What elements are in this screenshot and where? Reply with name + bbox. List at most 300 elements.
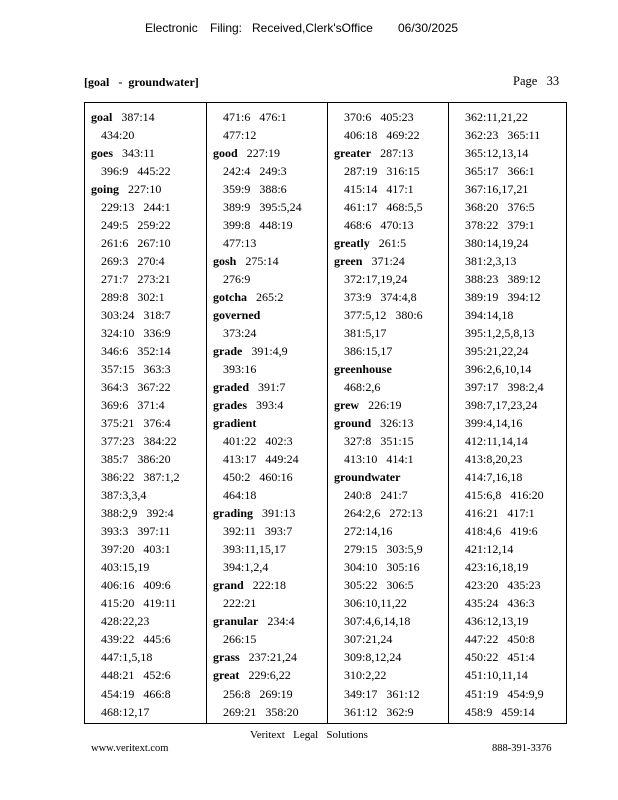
index-continuation <box>85 396 206 414</box>
index-refs: 415:6,8 416:20 <box>465 488 544 503</box>
index-continuation <box>85 306 206 324</box>
index-refs: 450:22 451:4 <box>465 650 535 665</box>
filing-label: Filing: <box>210 21 243 35</box>
index-refs: 373:24 <box>223 326 257 341</box>
index-continuation <box>449 450 567 468</box>
index-continuation <box>207 486 327 504</box>
index-refs: 416:21 417:1 <box>465 506 535 521</box>
index-refs: 357:15 363:3 <box>101 362 171 377</box>
filing-source: Electronic <box>145 21 198 35</box>
index-continuation <box>85 630 206 648</box>
index-continuation <box>328 666 448 684</box>
index-continuation <box>328 504 448 522</box>
index-refs: 396:2,6,10,14 <box>465 362 532 377</box>
index-continuation <box>85 685 206 703</box>
index-term: grass <box>213 650 240 665</box>
index-continuation <box>449 306 567 324</box>
index-refs: 266:15 <box>223 632 257 647</box>
index-refs: 362:11,21,22 <box>465 110 528 124</box>
index-entry <box>85 144 206 162</box>
index-continuation <box>207 162 327 180</box>
index-continuation <box>449 648 567 666</box>
index-refs: 397:17 398:2,4 <box>465 380 544 395</box>
index-continuation <box>328 432 448 450</box>
index-continuation <box>449 108 567 126</box>
index-entry <box>207 396 327 414</box>
index-term: green <box>334 254 363 269</box>
index-refs: 393:16 <box>223 362 257 377</box>
index-refs: 375:21 376:4 <box>101 416 171 431</box>
index-refs: 394:14,18 <box>465 308 514 323</box>
index-refs: 272:14,16 <box>344 524 393 539</box>
index-continuation <box>207 685 327 703</box>
index-continuation <box>449 468 567 486</box>
index-range: [goal - groundwater] <box>84 75 199 89</box>
index-continuation <box>328 126 448 144</box>
index-refs: 269:21 358:20 <box>223 704 299 719</box>
index-refs: 365:12,13,14 <box>465 146 529 161</box>
index-refs: 447:22 450:8 <box>465 632 535 647</box>
index-term: good <box>213 146 238 161</box>
index-refs: 396:9 445:22 <box>101 164 171 179</box>
index-continuation <box>85 252 206 270</box>
index-refs: 287:19 316:15 <box>344 164 420 179</box>
index-refs: 327:8 351:15 <box>344 434 414 449</box>
index-refs: 249:5 259:22 <box>101 218 171 233</box>
page-number: Page 33 <box>513 74 560 88</box>
index-continuation <box>207 126 327 144</box>
index-refs: 229:13 244:1 <box>101 200 171 215</box>
word-index-table <box>84 102 567 724</box>
index-column-3 <box>327 103 448 723</box>
index-refs: 377:23 384:22 <box>101 434 177 449</box>
index-term: greater <box>334 146 372 161</box>
index-term: gotcha <box>213 290 247 305</box>
index-refs: 451:10,11,14 <box>465 668 528 683</box>
index-continuation <box>85 126 206 144</box>
index-refs: 276:9 <box>223 272 251 287</box>
index-entry <box>207 252 327 270</box>
index-term: governed <box>213 308 261 323</box>
index-continuation <box>85 450 206 468</box>
index-refs: 287:13 <box>380 146 414 161</box>
index-continuation <box>85 198 206 216</box>
index-refs: 421:12,14 <box>465 542 514 557</box>
index-refs: 226:19 <box>368 398 402 413</box>
index-continuation <box>85 648 206 666</box>
index-refs: 261:6 267:10 <box>101 236 171 251</box>
index-continuation <box>449 342 567 360</box>
index-continuation <box>449 414 567 432</box>
index-continuation <box>328 522 448 540</box>
index-refs: 240:8 241:7 <box>344 488 408 503</box>
index-refs: 381:5,17 <box>344 326 387 341</box>
index-continuation <box>449 216 567 234</box>
index-refs: 434:20 <box>101 128 135 143</box>
index-refs: 393:4 <box>256 398 284 413</box>
index-refs: 399:8 448:19 <box>223 218 293 233</box>
index-refs: 362:23 365:11 <box>465 128 541 143</box>
index-refs: 386:22 387:1,2 <box>101 470 180 485</box>
index-continuation <box>207 468 327 486</box>
index-entry <box>328 360 448 378</box>
index-refs: 471:6 476:1 <box>223 110 287 124</box>
index-refs: 324:10 336:9 <box>101 326 171 341</box>
index-continuation <box>85 324 206 342</box>
index-entry <box>207 648 327 666</box>
index-continuation <box>328 162 448 180</box>
index-continuation <box>85 504 206 522</box>
index-entry <box>207 576 327 594</box>
index-refs: 378:22 379:1 <box>465 218 535 233</box>
index-refs: 227:19 <box>246 146 281 161</box>
index-continuation <box>449 685 567 703</box>
index-refs: 367:16,17,21 <box>465 182 529 197</box>
index-continuation <box>207 180 327 198</box>
index-refs: 346:6 352:14 <box>101 344 171 359</box>
index-refs: 454:19 466:8 <box>101 686 171 701</box>
index-refs: 436:12,13,19 <box>465 614 529 629</box>
index-refs: 414:7,16,18 <box>465 470 523 485</box>
index-continuation <box>85 540 206 558</box>
index-continuation <box>85 360 206 378</box>
index-refs: 369:6 371:4 <box>101 398 165 413</box>
index-continuation <box>449 396 567 414</box>
index-entry <box>328 234 448 252</box>
index-continuation <box>328 648 448 666</box>
index-term: greenhouse <box>334 362 392 377</box>
index-continuation <box>328 270 448 288</box>
index-entry <box>328 252 448 270</box>
index-refs: 423:20 435:23 <box>465 578 541 593</box>
filing-received: Received,Clerk'sOffice <box>252 21 373 35</box>
index-refs: 387:3,3,4 <box>101 488 147 503</box>
index-term: goal <box>91 110 113 124</box>
index-refs: 397:20 403:1 <box>101 542 171 557</box>
index-entry <box>85 108 206 126</box>
index-continuation <box>85 468 206 486</box>
index-refs: 307:21,24 <box>344 632 393 647</box>
index-continuation <box>207 270 327 288</box>
index-continuation <box>449 432 567 450</box>
index-continuation <box>85 612 206 630</box>
index-term: great <box>213 668 240 683</box>
index-continuation <box>328 594 448 612</box>
index-refs: 461:17 468:5,5 <box>344 200 423 215</box>
index-refs: 264:2,6 272:13 <box>344 506 423 521</box>
index-continuation <box>207 450 327 468</box>
index-refs: 368:20 376:5 <box>465 200 535 215</box>
index-continuation <box>207 216 327 234</box>
index-refs: 399:4,14,16 <box>465 416 523 431</box>
index-column-2 <box>206 103 327 723</box>
index-term: grades <box>213 398 247 413</box>
index-refs: 415:20 419:11 <box>101 596 177 611</box>
index-refs: 447:1,5,18 <box>101 650 153 665</box>
index-refs: 389:19 394:12 <box>465 290 541 305</box>
index-continuation <box>85 594 206 612</box>
index-continuation <box>207 630 327 648</box>
index-refs: 275:14 <box>245 254 279 269</box>
index-continuation <box>449 234 567 252</box>
index-refs: 380:14,19,24 <box>465 236 529 251</box>
index-continuation <box>449 540 567 558</box>
index-refs: 381:2,3,13 <box>465 254 517 269</box>
index-refs: 269:3 270:4 <box>101 254 165 269</box>
index-refs: 392:11 393:7 <box>223 524 293 539</box>
index-continuation <box>85 576 206 594</box>
index-refs: 361:12 362:9 <box>344 704 414 719</box>
index-refs: 413:8,20,23 <box>465 452 523 467</box>
index-refs: 372:17,19,24 <box>344 272 408 287</box>
index-entry <box>328 396 448 414</box>
index-continuation <box>449 288 567 306</box>
index-refs: 406:18 469:22 <box>344 128 420 143</box>
index-entry <box>328 144 448 162</box>
index-continuation <box>449 126 567 144</box>
index-term: graded <box>213 380 249 395</box>
index-continuation <box>449 378 567 396</box>
index-refs: 391:7 <box>258 380 286 395</box>
index-refs: 403:15,19 <box>101 560 150 575</box>
index-continuation <box>328 540 448 558</box>
index-continuation <box>449 486 567 504</box>
index-continuation <box>449 270 567 288</box>
index-term: grand <box>213 578 244 593</box>
index-refs: 451:19 454:9,9 <box>465 686 544 701</box>
index-continuation <box>85 288 206 306</box>
index-term: grade <box>213 344 243 359</box>
index-refs: 394:1,2,4 <box>223 560 269 575</box>
index-continuation <box>328 324 448 342</box>
index-refs: 448:21 452:6 <box>101 668 171 683</box>
index-refs: 413:17 449:24 <box>223 452 299 467</box>
index-refs: 415:14 417:1 <box>344 182 414 197</box>
index-continuation <box>449 703 567 721</box>
index-continuation <box>328 685 448 703</box>
index-refs: 388:2,9 392:4 <box>101 506 174 521</box>
index-refs: 227:10 <box>128 182 162 197</box>
index-entry <box>328 468 448 486</box>
index-refs: 305:22 306:5 <box>344 578 414 593</box>
index-entry <box>207 414 327 432</box>
index-refs: 477:12 <box>223 128 257 143</box>
index-entry <box>207 288 327 306</box>
index-continuation <box>207 703 327 721</box>
index-refs: 418:4,6 419:6 <box>465 524 538 539</box>
filing-date: 06/30/2025 <box>398 21 459 35</box>
index-refs: 391:13 <box>262 506 296 521</box>
index-refs: 450:2 460:16 <box>223 470 293 485</box>
index-continuation <box>85 378 206 396</box>
index-refs: 464:18 <box>223 488 257 503</box>
index-refs: 303:24 318:7 <box>101 308 171 323</box>
index-continuation <box>449 558 567 576</box>
index-continuation <box>449 180 567 198</box>
index-refs: 477:13 <box>223 236 257 251</box>
index-entry <box>207 378 327 396</box>
index-entry <box>85 180 206 198</box>
index-refs: 435:24 436:3 <box>465 596 535 611</box>
index-refs: 307:4,6,14,18 <box>344 614 411 629</box>
index-refs: 222:21 <box>223 596 257 611</box>
index-continuation <box>85 162 206 180</box>
index-continuation <box>207 360 327 378</box>
index-refs: 365:17 366:1 <box>465 164 535 179</box>
index-continuation <box>207 540 327 558</box>
index-refs: 271:7 273:21 <box>101 272 171 287</box>
index-continuation <box>85 342 206 360</box>
index-refs: 468:12,17 <box>101 704 150 719</box>
index-refs: 373:9 374:4,8 <box>344 290 417 305</box>
footer-website: www.veritext.com <box>91 743 169 754</box>
index-refs: 423:16,18,19 <box>465 560 529 575</box>
index-term: greatly <box>334 236 370 251</box>
index-continuation <box>328 306 448 324</box>
index-continuation <box>449 144 567 162</box>
footer-phone: 888-391-3376 <box>492 743 552 754</box>
index-continuation <box>207 594 327 612</box>
index-refs: 468:2,6 <box>344 380 381 395</box>
index-continuation <box>449 324 567 342</box>
index-refs: 309:8,12,24 <box>344 650 402 665</box>
index-continuation <box>449 360 567 378</box>
index-refs: 279:15 303:5,9 <box>344 542 423 557</box>
index-continuation <box>85 270 206 288</box>
index-continuation <box>449 162 567 180</box>
index-entry <box>207 342 327 360</box>
index-refs: 388:23 389:12 <box>465 272 541 287</box>
index-continuation <box>207 324 327 342</box>
index-refs: 343:11 <box>122 146 155 161</box>
index-refs: 371:24 <box>371 254 405 269</box>
index-continuation <box>328 450 448 468</box>
index-refs: 370:6 405:23 <box>344 110 414 124</box>
index-refs: 387:14 <box>121 110 155 124</box>
index-refs: 458:9 459:14 <box>465 704 535 719</box>
index-term: granular <box>213 614 259 629</box>
index-continuation <box>207 108 327 126</box>
index-continuation <box>328 576 448 594</box>
index-continuation <box>449 576 567 594</box>
index-term: grading <box>213 506 254 521</box>
index-refs: 242:4 249:3 <box>223 164 287 179</box>
index-term: grew <box>334 398 360 413</box>
index-continuation <box>449 612 567 630</box>
index-refs: 364:3 367:22 <box>101 380 171 395</box>
index-refs: 391:4,9 <box>251 344 288 359</box>
index-continuation <box>328 216 448 234</box>
index-refs: 234:4 <box>267 614 295 629</box>
index-refs: 306:10,11,22 <box>344 596 407 611</box>
index-continuation <box>328 486 448 504</box>
index-refs: 412:11,14,14 <box>465 434 528 449</box>
index-refs: 395:21,22,24 <box>465 344 529 359</box>
index-refs: 385:7 386:20 <box>101 452 171 467</box>
index-term: groundwater <box>334 470 401 485</box>
index-continuation <box>449 198 567 216</box>
index-continuation <box>85 666 206 684</box>
index-term: gradient <box>213 416 257 431</box>
index-refs: 229:6,22 <box>248 668 291 683</box>
index-entry <box>207 306 327 324</box>
index-refs: 222:18 <box>252 578 287 593</box>
index-term: going <box>91 182 120 197</box>
index-entry <box>207 612 327 630</box>
index-term: gosh <box>213 254 237 269</box>
index-continuation <box>449 594 567 612</box>
index-continuation <box>328 180 448 198</box>
index-refs: 393:11,15,17 <box>223 542 286 557</box>
index-refs: 310:2,22 <box>344 668 387 683</box>
index-continuation <box>85 216 206 234</box>
index-continuation <box>328 612 448 630</box>
index-continuation <box>328 342 448 360</box>
index-continuation <box>85 486 206 504</box>
index-continuation <box>328 630 448 648</box>
footer-company: Veritext Legal Solutions <box>250 729 368 741</box>
index-continuation <box>328 703 448 721</box>
index-refs: 398:7,17,23,24 <box>465 398 538 413</box>
index-continuation <box>207 522 327 540</box>
index-refs: 237:21,24 <box>248 650 298 665</box>
index-continuation <box>85 522 206 540</box>
index-refs: 468:6 470:13 <box>344 218 414 233</box>
index-continuation <box>449 630 567 648</box>
index-entry <box>328 414 448 432</box>
index-continuation <box>207 234 327 252</box>
index-refs: 377:5,12 380:6 <box>344 308 423 323</box>
index-refs: 265:2 <box>256 290 284 305</box>
index-column-4 <box>448 103 567 723</box>
index-refs: 326:13 <box>380 416 414 431</box>
index-continuation <box>207 558 327 576</box>
index-refs: 386:15,17 <box>344 344 393 359</box>
index-continuation <box>85 703 206 721</box>
index-entry <box>207 666 327 684</box>
index-entry <box>207 144 327 162</box>
index-continuation <box>328 558 448 576</box>
index-continuation <box>449 666 567 684</box>
index-refs: 256:8 269:19 <box>223 686 293 701</box>
index-continuation <box>328 198 448 216</box>
index-continuation <box>207 198 327 216</box>
index-refs: 349:17 361:12 <box>344 686 420 701</box>
index-column-1 <box>85 103 206 723</box>
index-continuation <box>328 378 448 396</box>
index-refs: 439:22 445:6 <box>101 632 171 647</box>
index-refs: 289:8 302:1 <box>101 290 165 305</box>
index-continuation <box>85 432 206 450</box>
index-refs: 304:10 305:16 <box>344 560 420 575</box>
index-continuation <box>328 108 448 126</box>
index-refs: 359:9 388:6 <box>223 182 287 197</box>
index-term: goes <box>91 146 113 161</box>
index-refs: 428:22,23 <box>101 614 150 629</box>
index-refs: 389:9 395:5,24 <box>223 200 302 215</box>
index-continuation <box>85 234 206 252</box>
index-refs: 406:16 409:6 <box>101 578 171 593</box>
index-continuation <box>328 288 448 306</box>
index-refs: 413:10 414:1 <box>344 452 414 467</box>
index-refs: 395:1,2,5,8,13 <box>465 326 535 341</box>
index-refs: 401:22 402:3 <box>223 434 293 449</box>
index-continuation <box>449 504 567 522</box>
index-term: ground <box>334 416 372 431</box>
index-entry <box>207 504 327 522</box>
index-continuation <box>85 414 206 432</box>
index-continuation <box>207 432 327 450</box>
